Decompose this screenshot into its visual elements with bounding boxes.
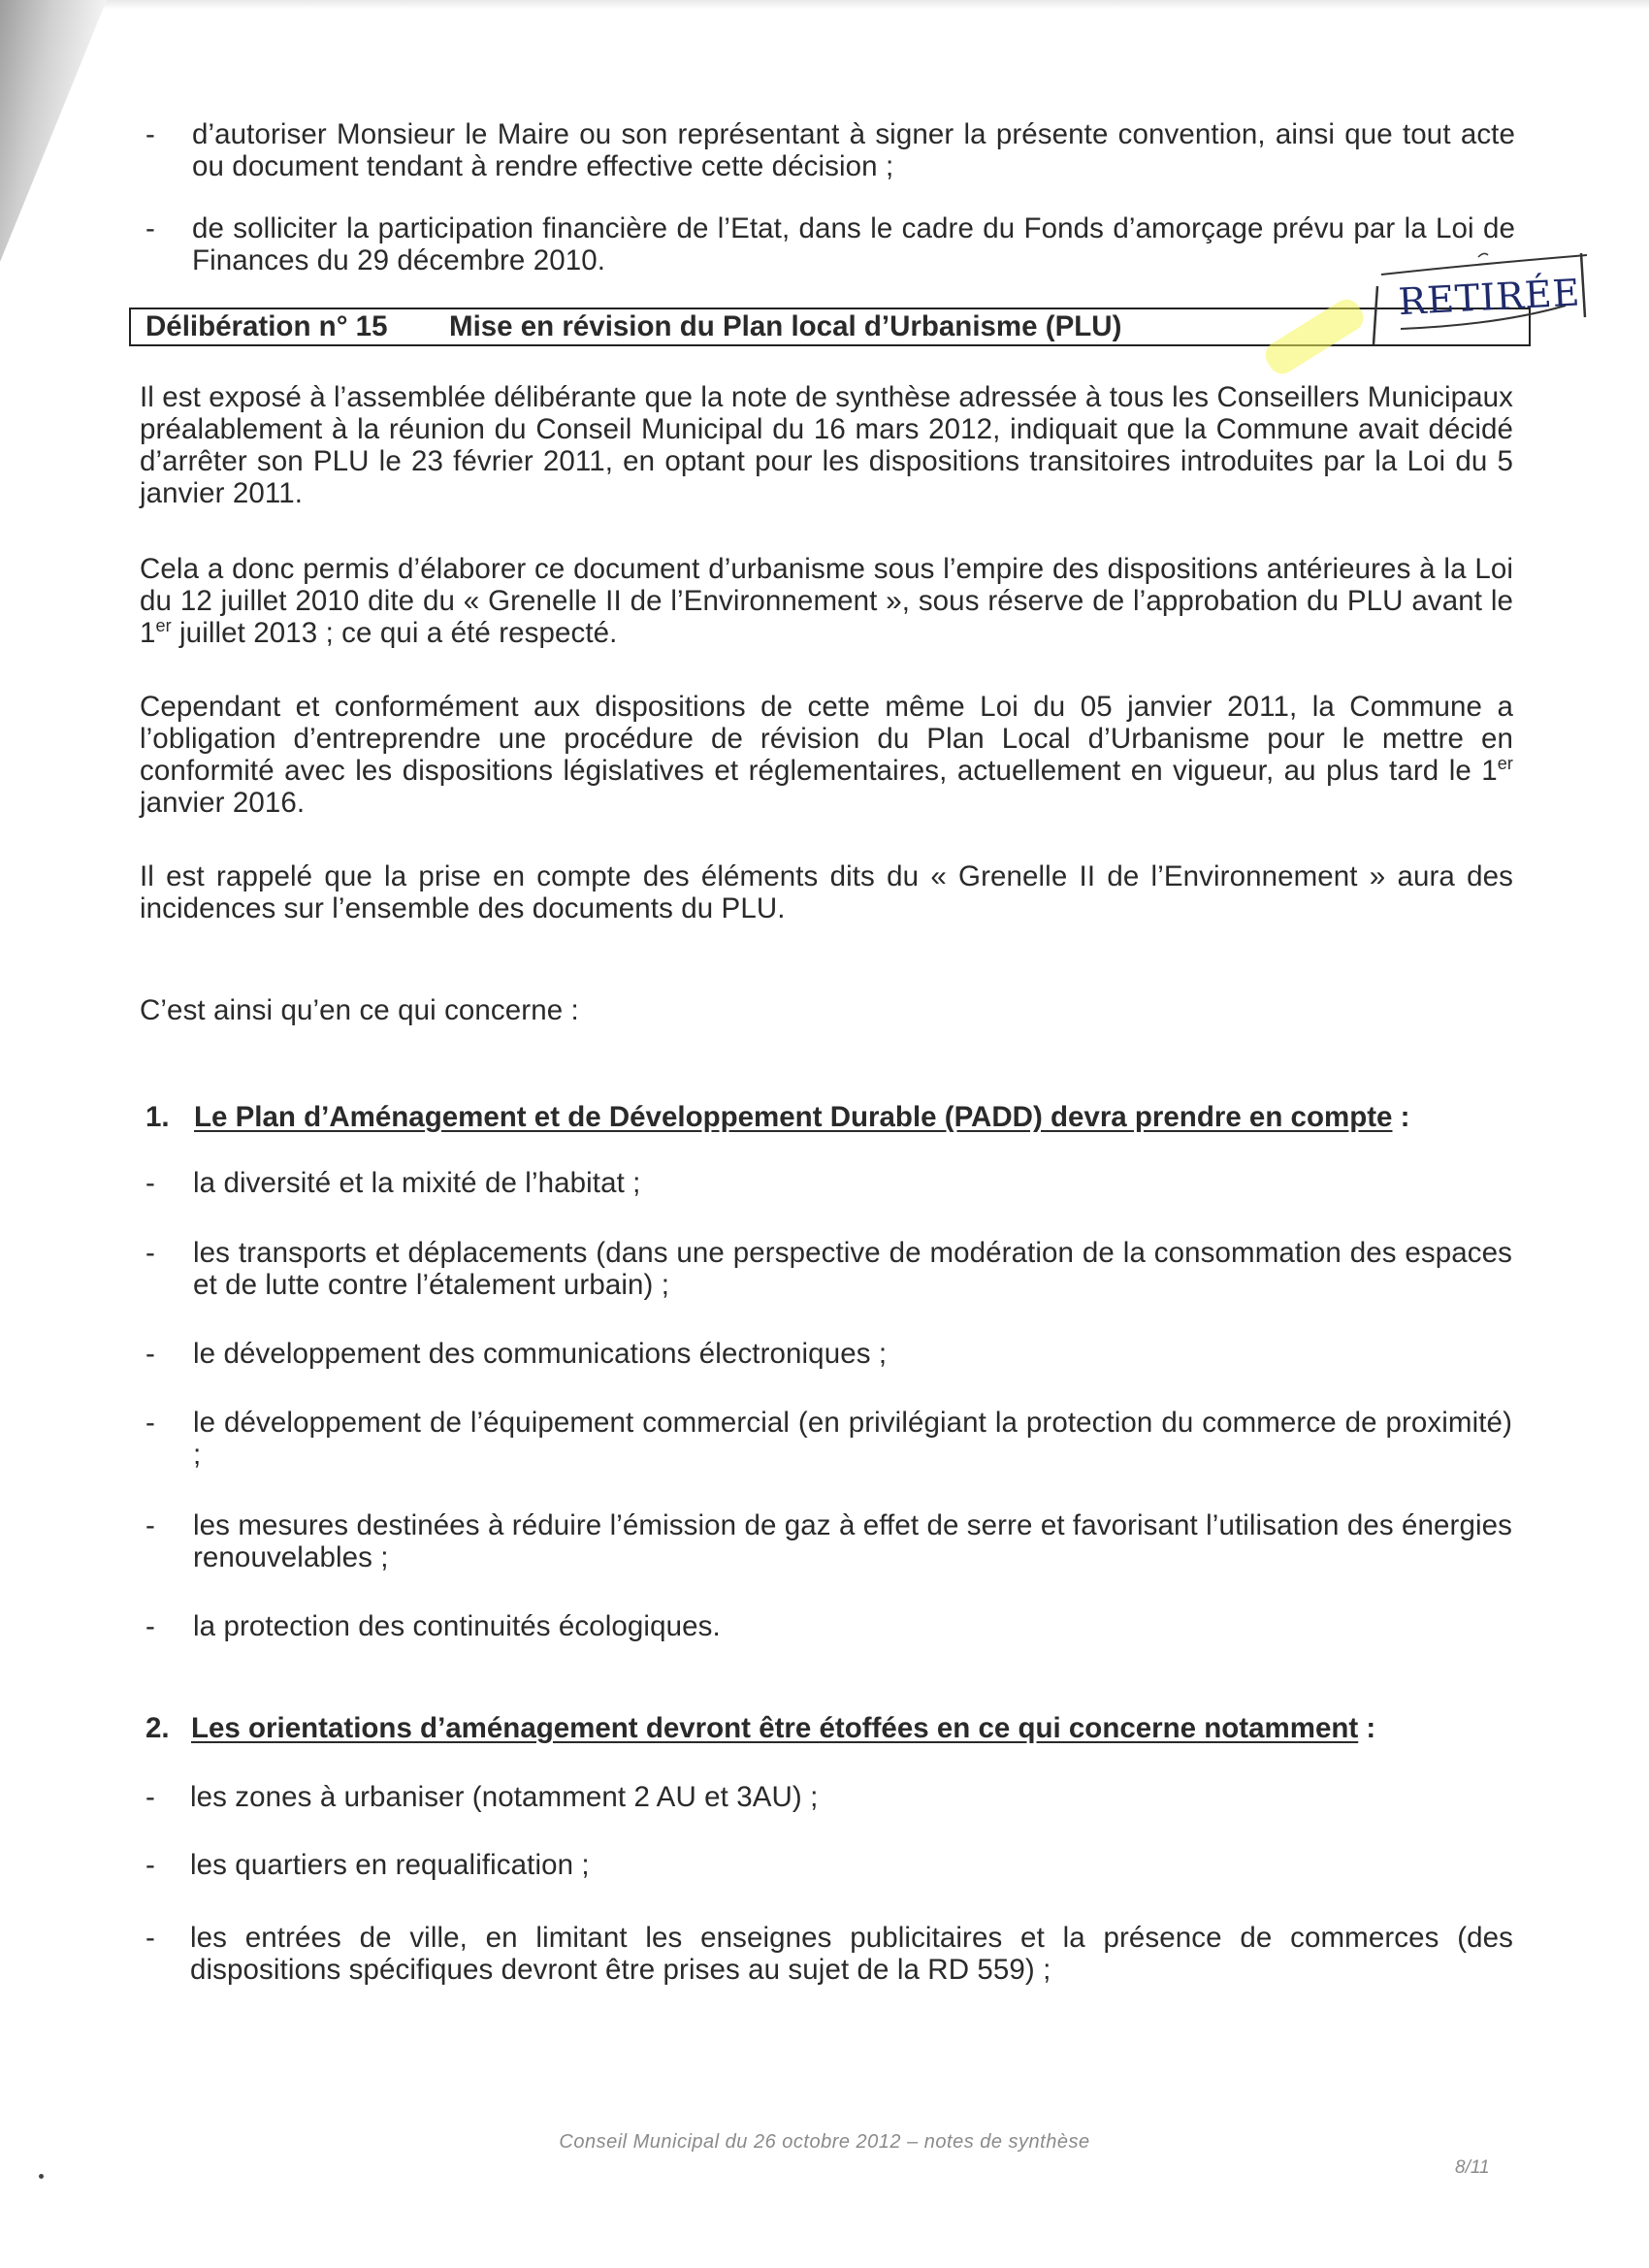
retiree-handwritten-stamp: [1362, 247, 1595, 349]
bullet-dash: -: [146, 1781, 155, 1813]
bullet-dash: -: [146, 118, 155, 150]
bullet-dash: -: [146, 1167, 155, 1199]
section-1-title: Le Plan d’Aménagement et de Développement Durable (PADD) devra prendre en compte :: [194, 1101, 1410, 1133]
stamp-text: RETIRÉE: [1397, 271, 1582, 324]
deliberation-title: Mise en révision du Plan local d’Urbanisme (PLU): [449, 310, 1122, 342]
orientation-item-entrees: les entrées de ville, en limitant les enseignes publicitaires et la présence de commerces (des dispositions spécifiques devront être prises au sujet de la RD 559) ;: [190, 1922, 1513, 1986]
paragraph-obligation: Cependant et conformément aux dispositions de cette même Loi du 05 janvier 2011, la Commune a l’obligation d’entreprendre une procédure de révision du Plan Local d’Urbanisme pour le mettre en conformité avec les dispositions législatives et réglementaires, actuellement en vigueur, au plus tard le 1er janvier 2016.: [140, 691, 1513, 819]
bullet-dash: -: [146, 1849, 155, 1881]
footer: Conseil Municipal du 26 octobre 2012 – notes de synthèse: [559, 2131, 1090, 2153]
padd-item-transports: les transports et déplacements (dans une perspective de modération de la consommation des espaces et de lutte contre l’étalement urbain) ;: [193, 1237, 1512, 1301]
folded-corner: [0, 0, 107, 262]
paragraph-grenelle: Il est rappelé que la prise en compte des éléments dits du « Grenelle II de l’Environnement » aura des incidences sur l’ensemble des documents du PLU.: [140, 860, 1513, 924]
deliberation-number: Délibération n° 15: [146, 310, 388, 342]
padd-item-continuites: la protection des continuités écologiques.: [193, 1610, 721, 1642]
section-1-number: 1.: [146, 1101, 170, 1133]
bullet-dash: -: [146, 1237, 155, 1269]
orientation-item-zones: les zones à urbaniser (notamment 2 AU et 3AU) ;: [190, 1781, 819, 1813]
section-2-number: 2.: [146, 1712, 170, 1744]
padd-item-communications: le développement des communications électroniques ;: [193, 1338, 888, 1370]
padd-item-gaz: les mesures destinées à réduire l’émission de gaz à effet de serre et favorisant l’utilisation des énergies renouvelables ;: [193, 1509, 1512, 1573]
scan-speck: [39, 2174, 44, 2179]
bullet-dash: -: [146, 1509, 155, 1541]
bullet-dash: -: [146, 1338, 155, 1370]
section-2-title: Les orientations d’aménagement devront être étoffées en ce qui concerne notamment :: [191, 1712, 1376, 1744]
padd-item-commercial: le développement de l’équipement commercial (en privilégiant la protection du commerce de proximité) ;: [193, 1407, 1512, 1471]
page-number: 8/11: [1455, 2157, 1490, 2178]
bullet-dash: -: [146, 212, 155, 244]
bullet-participation: de solliciter la participation financière de l’Etat, dans le cadre du Fonds d’amorçage prévu par la Loi de Finances du 29 décembre 2010.: [192, 212, 1515, 276]
paragraph-exposé: Il est exposé à l’assemblée délibérante que la note de synthèse adressée à tous les Conseillers Municipaux préalablement à la réunion du Conseil Municipal du 16 mars 2012, indiquait que la Commune avait décidé d’arrêter son PLU le 23 février 2011, en optant pour les dispositions transitoires introduites par la Loi du 5 janvier 2011.: [140, 381, 1513, 509]
padd-item-habitat: la diversité et la mixité de l’habitat ;: [193, 1167, 641, 1199]
bullet-authorize: d’autoriser Monsieur le Maire ou son représentant à signer la présente convention, ainsi que tout acte ou document tendant à rendre effective cette décision ;: [192, 118, 1515, 182]
orientation-item-quartiers: les quartiers en requalification ;: [190, 1849, 590, 1881]
bullet-dash: -: [146, 1922, 155, 1954]
bullet-dash: -: [146, 1610, 155, 1642]
scan-edge: [0, 0, 1649, 10]
bullet-dash: -: [146, 1407, 155, 1439]
paragraph-intro-list: C’est ainsi qu’en ce qui concerne :: [140, 994, 579, 1026]
paragraph-elaboration: Cela a donc permis d’élaborer ce document d’urbanisme sous l’empire des dispositions antérieures à la Loi du 12 juillet 2010 dite du « Grenelle II de l’Environnement », sous réserve de l’approbation du PLU avant le 1er juillet 2013 ; ce qui a été respecté.: [140, 553, 1513, 649]
